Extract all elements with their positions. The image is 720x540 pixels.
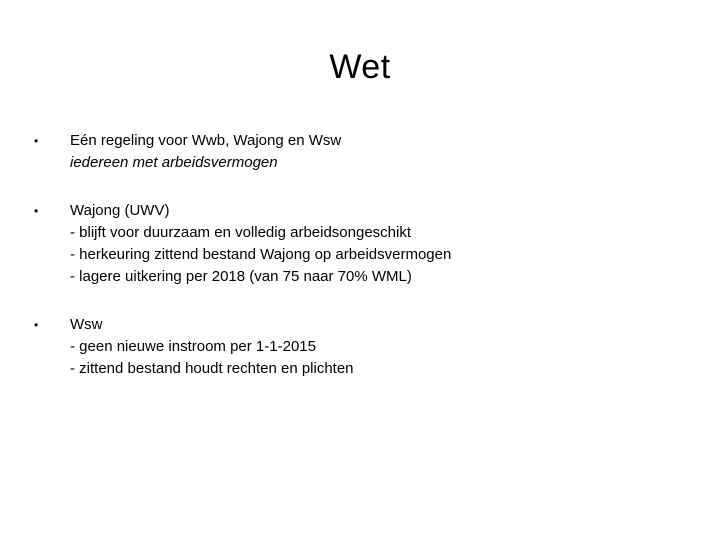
- bullet-item-regeling: [34, 130, 694, 174]
- bullet-line: - zittend bestand houdt rechten en plichten: [70, 360, 354, 377]
- bullet-dot-icon: •: [34, 318, 39, 332]
- bullet-item-wajong: [34, 200, 694, 288]
- bullet-line: - herkeuring zittend bestand Wajong op arbeidsvermogen: [70, 246, 452, 263]
- slide-title: Wet: [329, 48, 391, 86]
- bullet-line: Eén regeling voor Wwb, Wajong en Wsw: [70, 132, 342, 149]
- bullet-line: Wsw: [70, 316, 103, 333]
- bullet-dot-icon: •: [34, 134, 39, 148]
- bullet-line: - blijft voor duurzaam en volledig arbeidsongeschikt: [70, 224, 412, 241]
- bullet-line-italic: iedereen met arbeidsvermogen: [70, 154, 278, 171]
- bullet-line: Wajong (UWV): [70, 202, 170, 219]
- bullet-line: - geen nieuwe instroom per 1-1-2015: [70, 338, 316, 355]
- bullet-list: [34, 130, 694, 406]
- bullet-item-wsw: [34, 314, 694, 380]
- bullet-line: - lagere uitkering per 2018 (van 75 naar 70% WML): [70, 268, 412, 285]
- bullet-dot-icon: •: [34, 204, 39, 218]
